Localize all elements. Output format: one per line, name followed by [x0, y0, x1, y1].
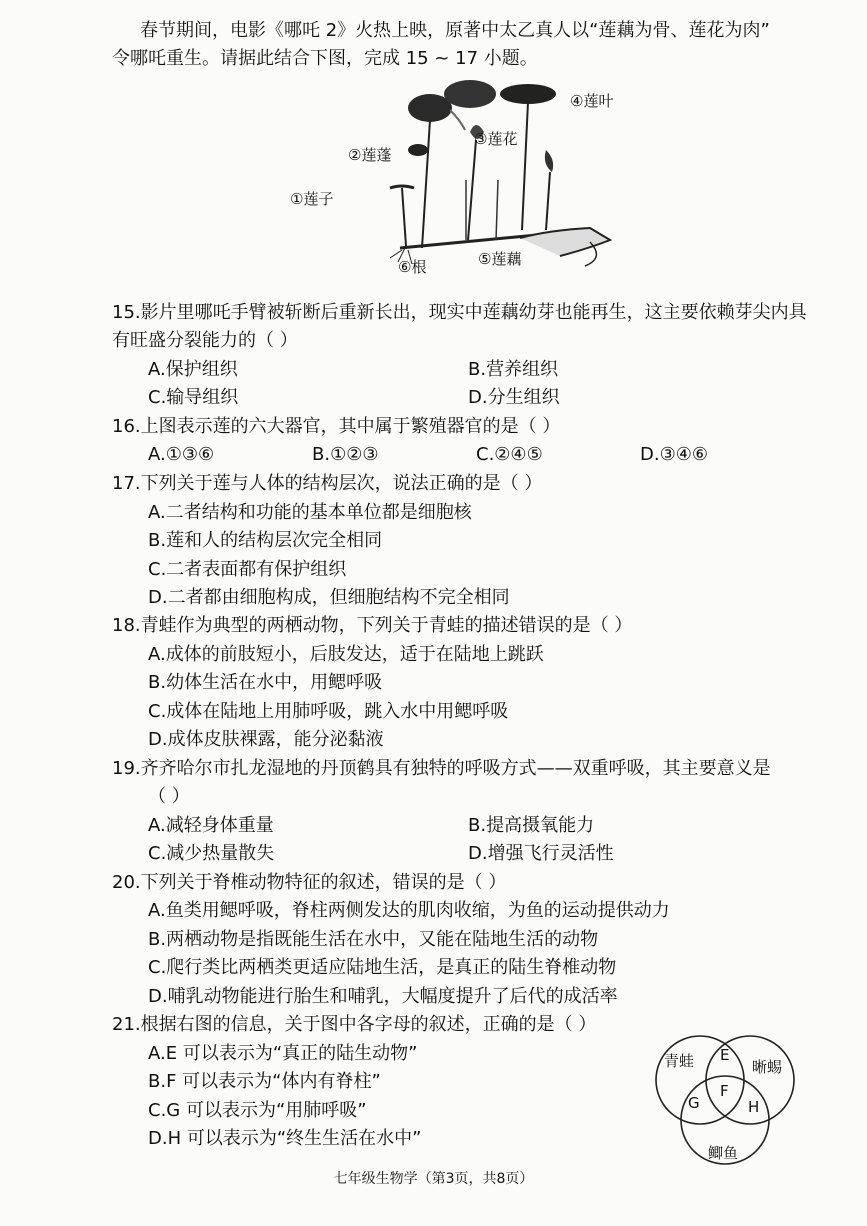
q18-stem: 18.青蛙作为典型的两栖动物，下列关于青蛙的描述错误的是（ ）	[112, 615, 633, 636]
q19-option-a: A.减轻身体重量	[148, 815, 274, 836]
venn-label-frog: 青蛙	[664, 1052, 695, 1070]
q21-option-d: D.H 可以表示为“终生生活在水中”	[148, 1128, 422, 1149]
q18-option-c: C.成体在陆地上用肺呼吸，跳入水中用鳃呼吸	[148, 701, 509, 722]
q15-option-d: D.分生组织	[468, 387, 560, 408]
q17-option-a: A.二者结构和功能的基本单位都是细胞核	[148, 502, 472, 523]
q15-option-a: A.保护组织	[148, 359, 238, 380]
q16-option-a: A.①③⑥	[148, 444, 215, 465]
venn-label-h: H	[748, 1098, 760, 1116]
q16-option-b: B.①②③	[312, 444, 379, 465]
lotus-figure	[290, 80, 640, 280]
venn-label-f: F	[720, 1082, 729, 1100]
q20-option-d: D.哺乳动物能进行胎生和哺乳，大幅度提升了后代的成活率	[148, 986, 618, 1007]
venn-label-g: G	[688, 1094, 700, 1112]
q19-stem-2: （ ）	[148, 786, 190, 807]
label-flower: ③莲花	[474, 130, 518, 148]
q16-option-d: D.③④⑥	[640, 444, 708, 465]
q16-option-c: C.②④⑤	[476, 444, 543, 465]
q15-stem-2: 有旺盛分裂能力的（ ）	[112, 330, 298, 351]
venn-label-lizard: 晰蜴	[752, 1058, 783, 1076]
q19-option-d: D.增强飞行灵活性	[468, 843, 614, 864]
q19-option-c: C.减少热量散失	[148, 843, 275, 864]
label-pod: ②莲蓬	[348, 146, 392, 164]
page-footer: 七年级生物学（第3页，共8页）	[333, 1171, 534, 1187]
q15-stem-1: 15.影片里哪吒手臂被斩断后重新长出，现实中莲藕幼芽也能再生，这主要依赖芽尖内具	[112, 302, 807, 323]
q20-option-a: A.鱼类用鳃呼吸，脊柱两侧发达的肌肉收缩，为鱼的运动提供动力	[148, 900, 670, 921]
q20-stem: 20.下列关于脊椎动物特征的叙述，错误的是（ ）	[112, 872, 507, 893]
q17-option-b: B.莲和人的结构层次完全相同	[148, 530, 383, 551]
label-rhizome: ⑤莲藕	[478, 250, 522, 268]
q21-option-c: C.G 可以表示为“用肺呼吸”	[148, 1100, 367, 1121]
intro-line-2: 令哪吒重生。请据此结合下图，完成 15 ~ 17 小题。	[112, 48, 538, 69]
q19-stem-1: 19.齐齐哈尔市扎龙湿地的丹顶鹤具有独特的呼吸方式——双重呼吸，其主要意义是	[112, 758, 771, 779]
intro-line-1: 春节期间，电影《哪吒 2》火热上映，原著中太乙真人以“莲藕为骨、莲花为肉”	[140, 20, 770, 41]
q21-option-a: A.E 可以表示为“真正的陆生动物”	[148, 1043, 418, 1064]
label-root: ⑥根	[398, 258, 427, 276]
q20-option-c: C.爬行类比两栖类更适应陆地生活，是真正的陆生脊椎动物	[148, 957, 617, 978]
q20-option-b: B.两栖动物是指既能生活在水中，又能在陆地生活的动物	[148, 929, 599, 950]
venn-label-fish: 鲫鱼	[708, 1144, 739, 1162]
q21-stem: 21.根据右图的信息，关于图中各字母的叙述，正确的是（ ）	[112, 1014, 597, 1035]
q19-option-b: B.提高摄氧能力	[468, 815, 595, 836]
q18-option-b: B.幼体生活在水中，用鳃呼吸	[148, 672, 383, 693]
q17-stem: 17.下列关于莲与人体的结构层次，说法正确的是（ ）	[112, 473, 543, 494]
q17-option-c: C.二者表面都有保护组织	[148, 559, 347, 580]
q15-option-b: B.营养组织	[468, 359, 559, 380]
q16-stem: 16.上图表示莲的六大器官，其中属于繁殖器官的是（ ）	[112, 416, 561, 437]
venn-label-e: E	[720, 1046, 730, 1064]
q15-option-c: C.输导组织	[148, 387, 239, 408]
q21-option-b: B.F 可以表示为“体内有脊柱”	[148, 1071, 381, 1092]
venn-diagram	[650, 1030, 800, 1170]
q18-option-d: D.成体皮肤裸露，能分泌黏液	[148, 729, 384, 750]
label-leaf: ④莲叶	[570, 92, 614, 110]
label-seed: ①莲子	[290, 190, 334, 208]
q17-option-d: D.二者都由细胞构成，但细胞结构不完全相同	[148, 587, 510, 608]
q18-option-a: A.成体的前肢短小，后肢发达，适于在陆地上跳跃	[148, 644, 544, 665]
